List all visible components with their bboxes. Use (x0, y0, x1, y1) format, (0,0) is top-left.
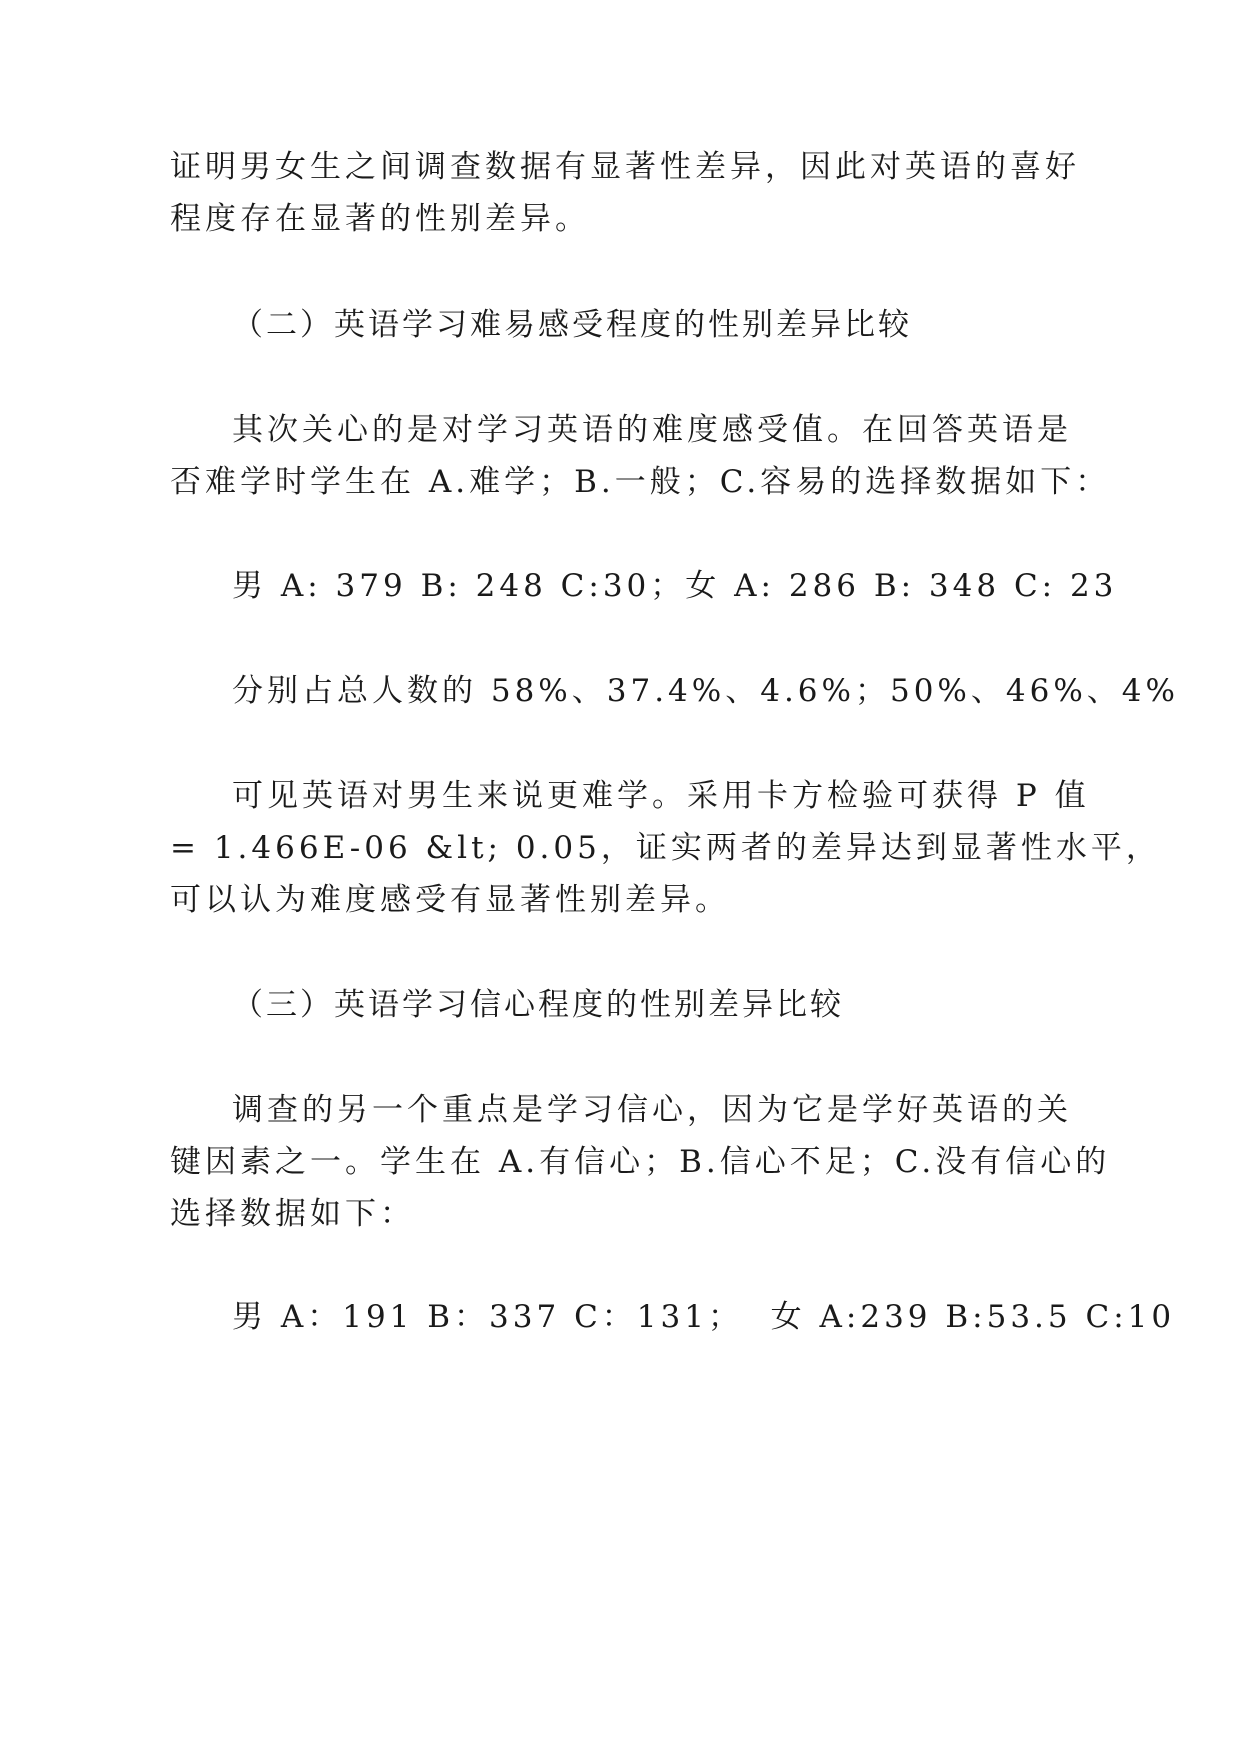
paragraph-line: 选择数据如下： (170, 1196, 415, 1232)
data-line: 分别占总人数的 58%、37.4%、4.6%；50%、46%、4% (232, 673, 1179, 709)
section-heading: （二）英语学习难易感受程度的性别差异比较 (232, 307, 912, 343)
paragraph-line: 程度存在显著的性别差异。 (170, 201, 590, 237)
section-heading: （三）英语学习信心程度的性别差异比较 (232, 987, 844, 1023)
paragraph-line: 否难学时学生在 A.难学；B.一般；C.容易的选择数据如下： (170, 464, 1111, 500)
data-line: 男 A：191 B：337 C：131； 女 A:239 B:53.5 C:10 (232, 1299, 1176, 1335)
paragraph-line: 可见英语对男生来说更难学。采用卡方检验可获得 P 值 (232, 778, 1090, 814)
data-line: 男 A: 379 B: 248 C:30；女 A: 286 B: 348 C: 23 (232, 568, 1118, 604)
paragraph-line: 其次关心的是对学习英语的难度感受值。在回答英语是 (232, 412, 1072, 448)
paragraph-line: 可以认为难度感受有显著性别差异。 (170, 882, 730, 918)
paragraph-line: 键因素之一。学生在 A.有信心；B.信心不足；C.没有信心的 (170, 1144, 1111, 1180)
paragraph-line: 证明男女生之间调查数据有显著性差异，因此对英语的喜好 (170, 149, 1080, 185)
paragraph-line: 调查的另一个重点是学习信心，因为它是学好英语的关 (232, 1092, 1072, 1128)
paragraph-line: = 1.466E-06 &lt; 0.05，证实两者的差异达到显著性水平， (170, 830, 1161, 866)
